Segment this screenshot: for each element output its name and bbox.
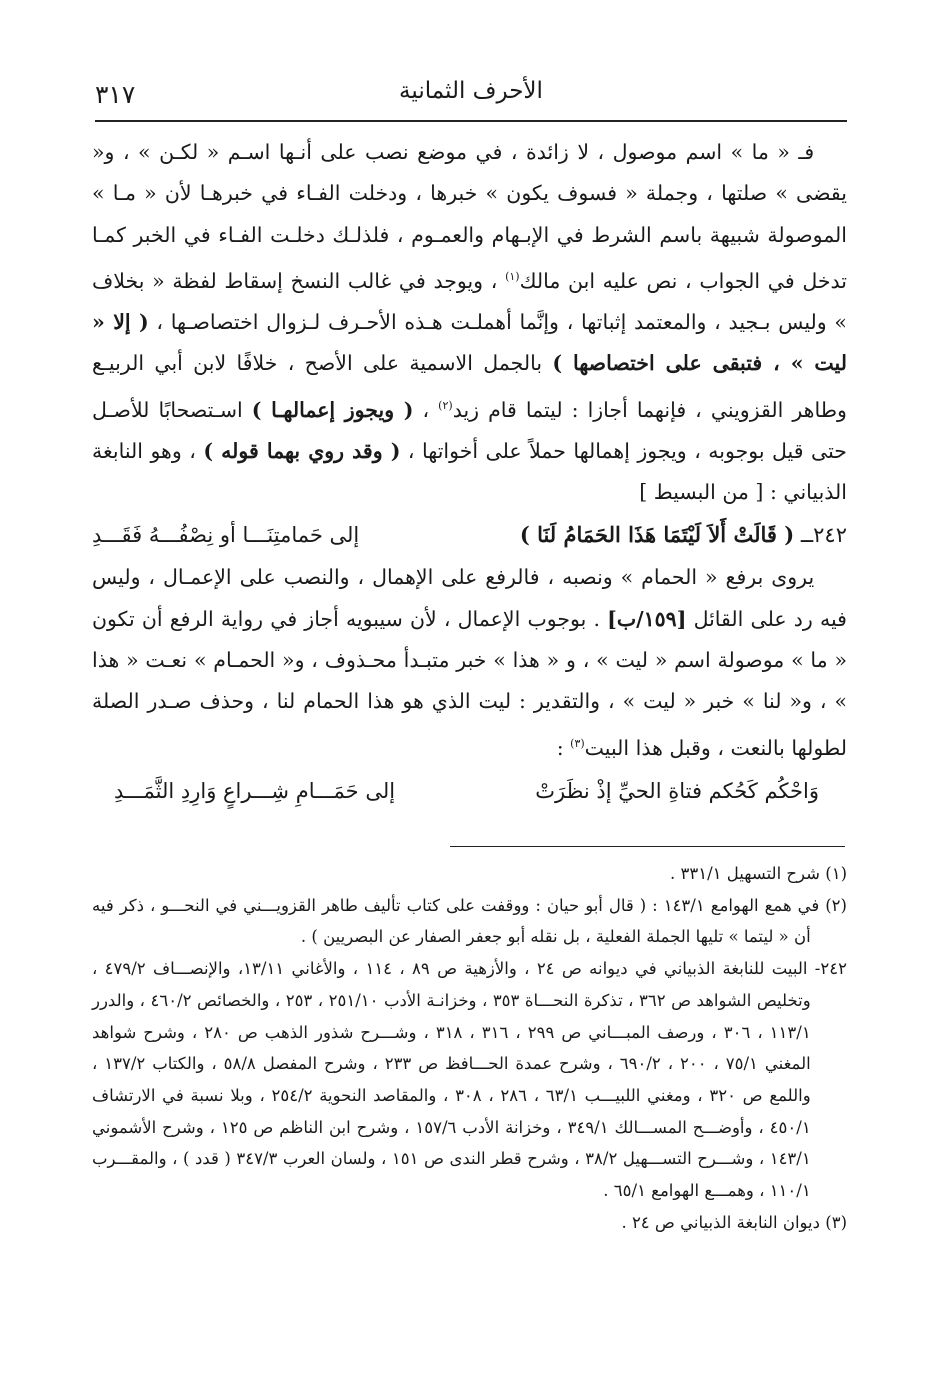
- matn-bold: ( إلا « ليت » ، فتبقى على اختصاصها ): [92, 310, 847, 376]
- text-run: ، وهو النابغة الذبياني : [ من البسيط ]: [92, 438, 847, 505]
- running-header: [95, 78, 847, 114]
- text-run: ، ويوجد في غالب النسخ إسقاط لفظة « بخلاف » وليس بـجيد ، والمعتمد إثباتها ، وإنَّما أهملـت هـذه الأحـرف لـزوال اختصاصـها ،: [92, 268, 847, 335]
- verse2-hemistich-2: إلى حَمَـــامِ شِـــراعٍ وَارِدِ الثَّمَـــدِ: [114, 778, 396, 803]
- page-number: ٣١٧: [95, 80, 136, 109]
- verse-number: ٢٤٢ــ: [800, 523, 847, 548]
- paragraph-1: فـ « ما » اسم موصول ، لا زائدة ، في موضع نصب على أنـها اسـم « لكـن » ، و« يقضى » صلتها ، وجملة « فسوف يكون » خبرها ، ودخلت الفـاء في خبرهـا لأن « مـا » الموصولة شبيهة باسم الشرط في الإبـهام والعمـوم ، فلذلـك دخلـت الفـاء في الخبر كمـا تدخل في الجواب ، نص عليه ابن مالك$^{(١)}$ ، ويوجد في غالب النسخ إسقاط لفظة « بخلاف » وليس بـجيد ، والمعتمد إثباتها ، وإنَّما أهملـت هـذه الأحـرف لـزوال اختصاصـها ، ( إلا « ليت » ، فتبقى على اختصاصها ) بالجمل الاسمية على الأصح ، خلافًا لابن أبي الربيـع وطاهر القزويني ، فإنهما أجازا : ليتما قام زيد$^{(٢)}$ ، ( ويجوز إعمالهـا ) اسـتصحابًا للأصـل حتى قيل بوجوبه ، ويجوز إهمالها حملاً على أخواتها ، ( وقد روي بهما قوله ) ، وهو النابغة الذبياني : [ من البسيط ]: [92, 140, 848, 505]
- footnote-3: (٣) ديوان النابغة الذبياني ص ٢٤ .: [621, 1212, 847, 1232]
- footnote-ref-1[interactable]: (١): [505, 269, 520, 283]
- verse-hemistich-1: ( قَالَتْ أَلاَ لَيْتَمَا هَذَا الحَمَامُ لَنَا ): [519, 522, 795, 548]
- verse-hemistich-2: إلى حَمامتِنَـــا أو نِصْفُـــهُ فَقَـــدِ: [92, 523, 360, 548]
- header-rule: [95, 120, 847, 122]
- verse-preceding: [92, 769, 847, 813]
- footnote-ref-3[interactable]: (٣): [570, 736, 585, 750]
- text-run: بالجمل الاسمية على الأصح ، خلافًا لابن أبي الربيـع وطاهر القزويني ، فإنهما أجازا : ليتما قام زيد: [92, 351, 847, 422]
- matn-bold: ( ويجوز إعمالهـا ): [251, 397, 414, 422]
- text-run: فـ « ما » اسم موصول ، لا زائدة ، في موضع نصب على أنـها اسـم « لكـن » ، و« يقضى » صلتها ، وجملة « فسوف يكون » خبرها ، ودخلت الفـاء في خبرهـا لأن « مـا » الموصولة شبيهة باسم الشرط في الإبـهام والعمـوم ، فلذلـك دخلـت الفـاء في الخبر كمـا تدخل في الجواب ، نص عليه ابن مالك: [92, 140, 848, 293]
- text-run: يروى برفع « الحمام » ونصبه ، فالرفع على الإهمال ، والنصب على الإعمـال ، وليس فيه رد على القائل: [92, 565, 847, 631]
- verse-242: [92, 513, 847, 557]
- running-title: الأحرف الثمانية: [399, 78, 543, 104]
- footnote-rule: [450, 846, 845, 847]
- main-text: [92, 132, 847, 813]
- paragraph-2: [92, 557, 847, 768]
- verse2-hemistich-1: وَاحْكُم كَحُكم فتاةِ الحيِّ إذْ نظَرَتْ: [535, 778, 819, 803]
- footnote-2: (٢) في همع الهوامع ١٤٣/١ : ( قال أبو حيان : ووقفت على كتاب تأليف طاهر القزويـــني في النحـــو ، ذكر فيه أن « ليتما » تليها الجملة الفعلية ، بل نقله أبو جعفر الصفار عن البصريين ) .: [92, 895, 847, 947]
- text-run: :: [556, 735, 564, 760]
- text-run: اسـتصحابًا للأصـل حتى قيل بوجوبه ، ويجوز إهمالها حملاً على أخواتها ،: [92, 397, 847, 463]
- footnote-ref-2[interactable]: (٢): [438, 398, 453, 412]
- footnotes: [92, 858, 847, 1238]
- footnote-1: (١) شرح التسهيل ٣٣١/١ .: [670, 864, 847, 883]
- text-run: . بوجوب الإعمال ، لأن سيبويه أجاز في رواية الرفع أن تكون « ما » موصولة اسم « ليت » ، و « هذا » خبر متبـدأ محـذوف ، و« الحمـام » نعـت « هذا » ، و« لنا » خبر « ليت » ، والتقدير : ليت الذي هو هذا الحمام لنا ، وحذف صـدر الصلة لطولها بالنعت ، وقبل هذا البيت: [92, 606, 847, 760]
- manuscript-folio: [١٥٩/ب]: [607, 606, 687, 631]
- footnote-242: ٢٤٢- البيت للنابغة الذبياني في ديوانه ص ٢٤ ، والأزهية ص ٨٩ ، ١١٤ ، والأغاني ١٣/١١، والإنصـــاف ٤٧٩/٢ ، وتخليص الشواهد ص ٣٦٢ ، تذكرة النحـــاة ٣٥٣ ، وخزانـة الأدب ٢٥١/١٠ ، ٢٥٣ ، والخصائص ٤٦٠/٢ ، والدرر ١١٣/١ ، ٣٠٦ ، ورصف المبـــاني ص ٢٩٩ ، ٣١٦ ، ٣١٨ ، وشـــرح شذور الذهب ص ٢٨٠ ، وشرح شواهد المغني ٧٥/١ ، ٢٠٠ ، ٦٩٠/٢ ، وشرح عمدة الحـــافظ ص ٢٣٣ ، وشرح المفصل ٥٨/٨ ، والكتاب ١٣٧/٢ ، واللمع ص ٣٢٠ ، ومغني اللبيـــب ٦٣/١ ، ٢٨٦ ، ٣٠٨ ، والمقاصد النحوية ٢٥٤/٢ ، وبلا نسبة في الارتشاف ٤٥٠/١ ، وأوضـــح المســـالك ٣٤٩/١ ، وخزانة الأدب ١٥٧/٦ ، وشرح ابن الناظم ص ١٢٥ ، وشرح الأشموني ١٤٣/١ ، وشـــرح التســـهيل ٣٨/٢ ، وشرح قطر الندى ص ١٥١ ، ولسان العرب ٣٤٧/٣ ( قدد ) ، والمقـــرب ١١٠/١ ، وهمـــع الهوامع ٦٥/١ .: [92, 959, 847, 1201]
- matn-bold: ( وقد روي بهما قوله ): [203, 438, 401, 463]
